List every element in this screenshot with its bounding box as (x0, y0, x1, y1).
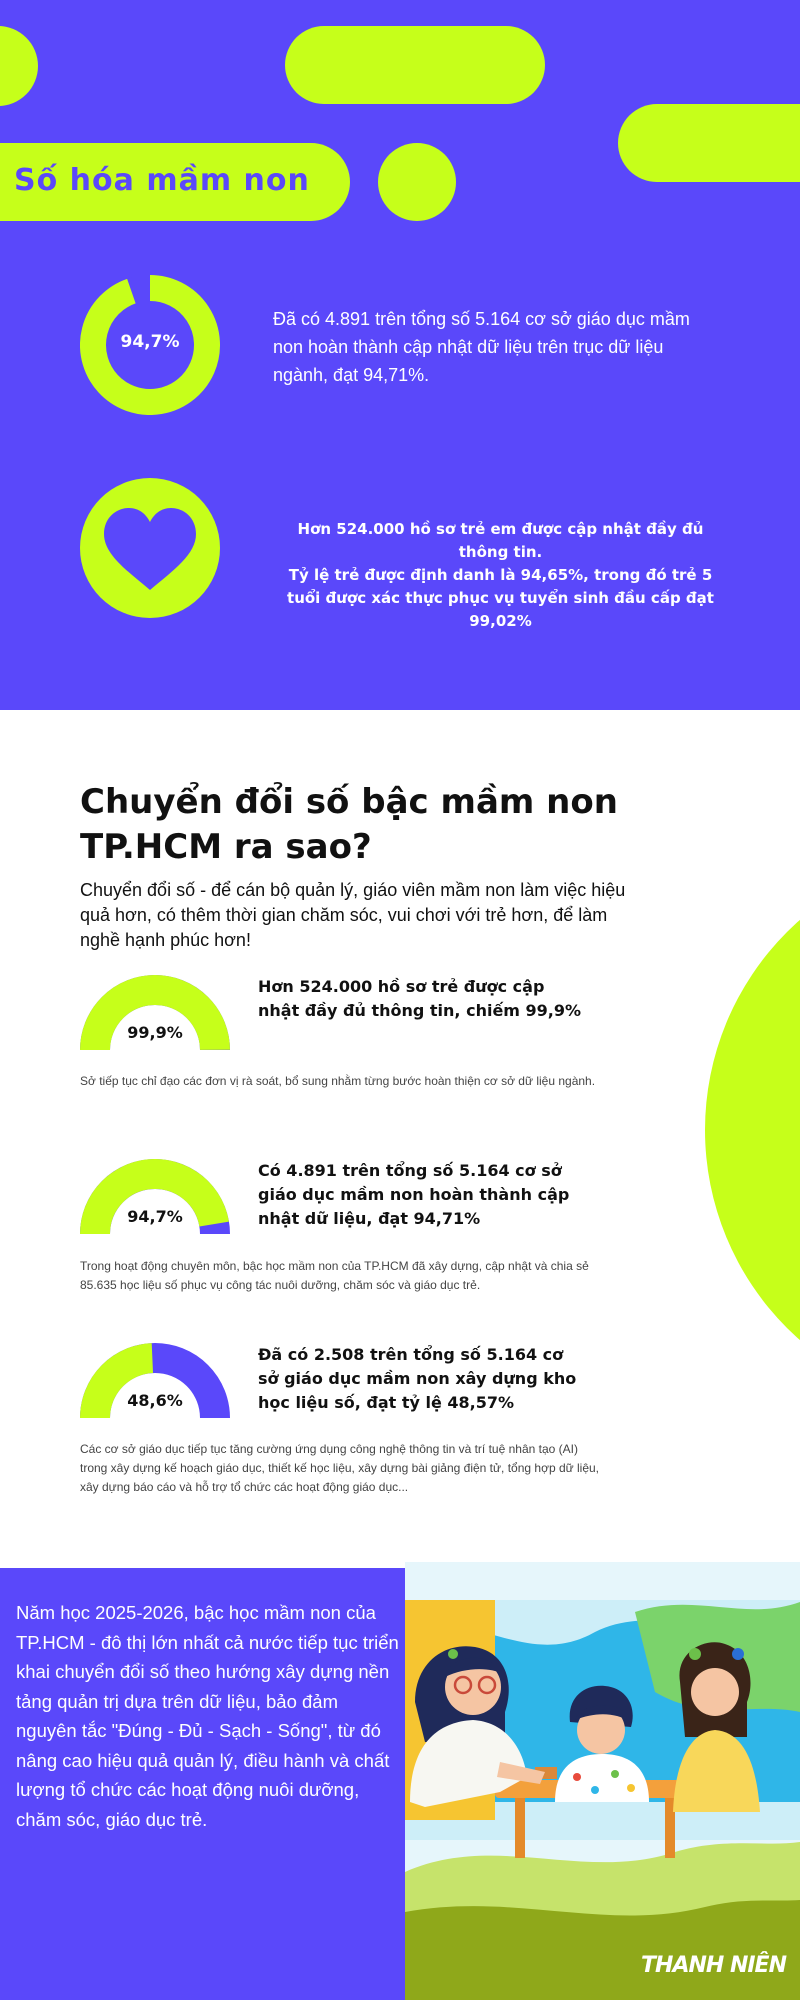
illustration-art (405, 1562, 800, 2000)
heart-badge (80, 478, 220, 618)
stat-2-headline: Có 4.891 trên tổng số 5.164 cơ sở giáo dục mầm non hoàn thành cập nhật dữ liệu, đạt 94,71% (258, 1161, 570, 1228)
hero-stat2-line2: Tỷ lệ trẻ được định danh là 94,65%, trong đó trẻ 5 tuổi được xác thực phục vụ tuyển sinh đầu cấp đạt 99,02% (287, 566, 714, 630)
stat-3-note: Các cơ sở giáo dục tiếp tục tăng cường ứng dụng công nghệ thông tin và trí tuệ nhân tạo (AI) trong xây dựng kế hoạch giáo dục, thiết kế học liệu, xây dựng bài giảng điện tử, tổng hợp dữ liệu, xây dựng báo cáo và hỗ trợ tổ chức các hoạt động giáo dục... (80, 1442, 599, 1494)
hero-section (0, 0, 800, 710)
gauge-1-label: 99,9% (127, 1023, 183, 1042)
donut-top-label: 94,7% (120, 332, 180, 352)
decor-pill-right (618, 104, 800, 182)
decor-pill-top (285, 26, 545, 104)
gauge-2-label: 94,7% (127, 1207, 183, 1226)
decor-circle-right (705, 850, 800, 1410)
decor-circle-mid (378, 143, 456, 221)
hero-stat1-text: Đã có 4.891 trên tổng số 5.164 cơ sở giáo dục mầm non hoàn thành cập nhật dữ liệu trên trục dữ liệu ngành, đạt 94,71%. (273, 309, 690, 385)
stat-2-note: Trong hoạt động chuyên môn, bậc học mầm non của TP.HCM đã xây dựng, cập nhật và chia sẻ 85.635 học liệu số phục vụ công tác nuôi dưỡng, chăm sóc và giáo dục trẻ. (80, 1259, 589, 1292)
stat-3-headline: Đã có 2.508 trên tổng số 5.164 cơ sở giáo dục mầm non xây dựng kho học liệu số, đạt tỷ lệ 48,57% (258, 1345, 577, 1412)
brand-logo: THANH NIÊN (641, 1953, 786, 1978)
stat-1-headline: Hơn 524.000 hồ sơ trẻ được cập nhật đầy đủ thông tin, chiếm 99,9% (258, 977, 582, 1020)
section-intro: Chuyển đổi số - để cán bộ quản lý, giáo viên mầm non làm việc hiệu quả hơn, có thêm thời gian chăm sóc, vui chơi với trẻ hơn, để làm nghề hạnh phúc hơn! (80, 880, 626, 950)
illustration (405, 1562, 800, 2000)
footer-text: Năm học 2025-2026, bậc học mầm non của TP.HCM - đô thị lớn nhất cả nước tiếp tục triển khai chuyển đổi số theo hướng xây dựng nền tảng quản trị dựa trên dữ liệu, bảo đảm nguyên tắc "Đúng - Đủ - Sạch - Sống", từ đó nâng cao hiệu quả quản lý, điều hành và chất lượng tổ chức các hoạt động nuôi dưỡng, chăm sóc, giáo dục trẻ. (16, 1602, 399, 1830)
hero-stat2-text (278, 518, 723, 633)
gauge-3-label: 48,6% (127, 1391, 183, 1410)
hero-stat2-line1: Hơn 524.000 hồ sơ trẻ em được cập nhật đầy đủ thông tin. (297, 520, 704, 561)
stat-1-note: Sở tiếp tục chỉ đạo các đơn vị rà soát, bổ sung nhằm từng bước hoàn thiện cơ sở dữ liệu ngành. (80, 1074, 596, 1088)
section-heading: Chuyển đổi số bậc mầm non TP.HCM ra sao? (80, 782, 618, 867)
decor-circle-left (0, 26, 38, 106)
page-title: Số hóa mầm non (14, 163, 310, 198)
